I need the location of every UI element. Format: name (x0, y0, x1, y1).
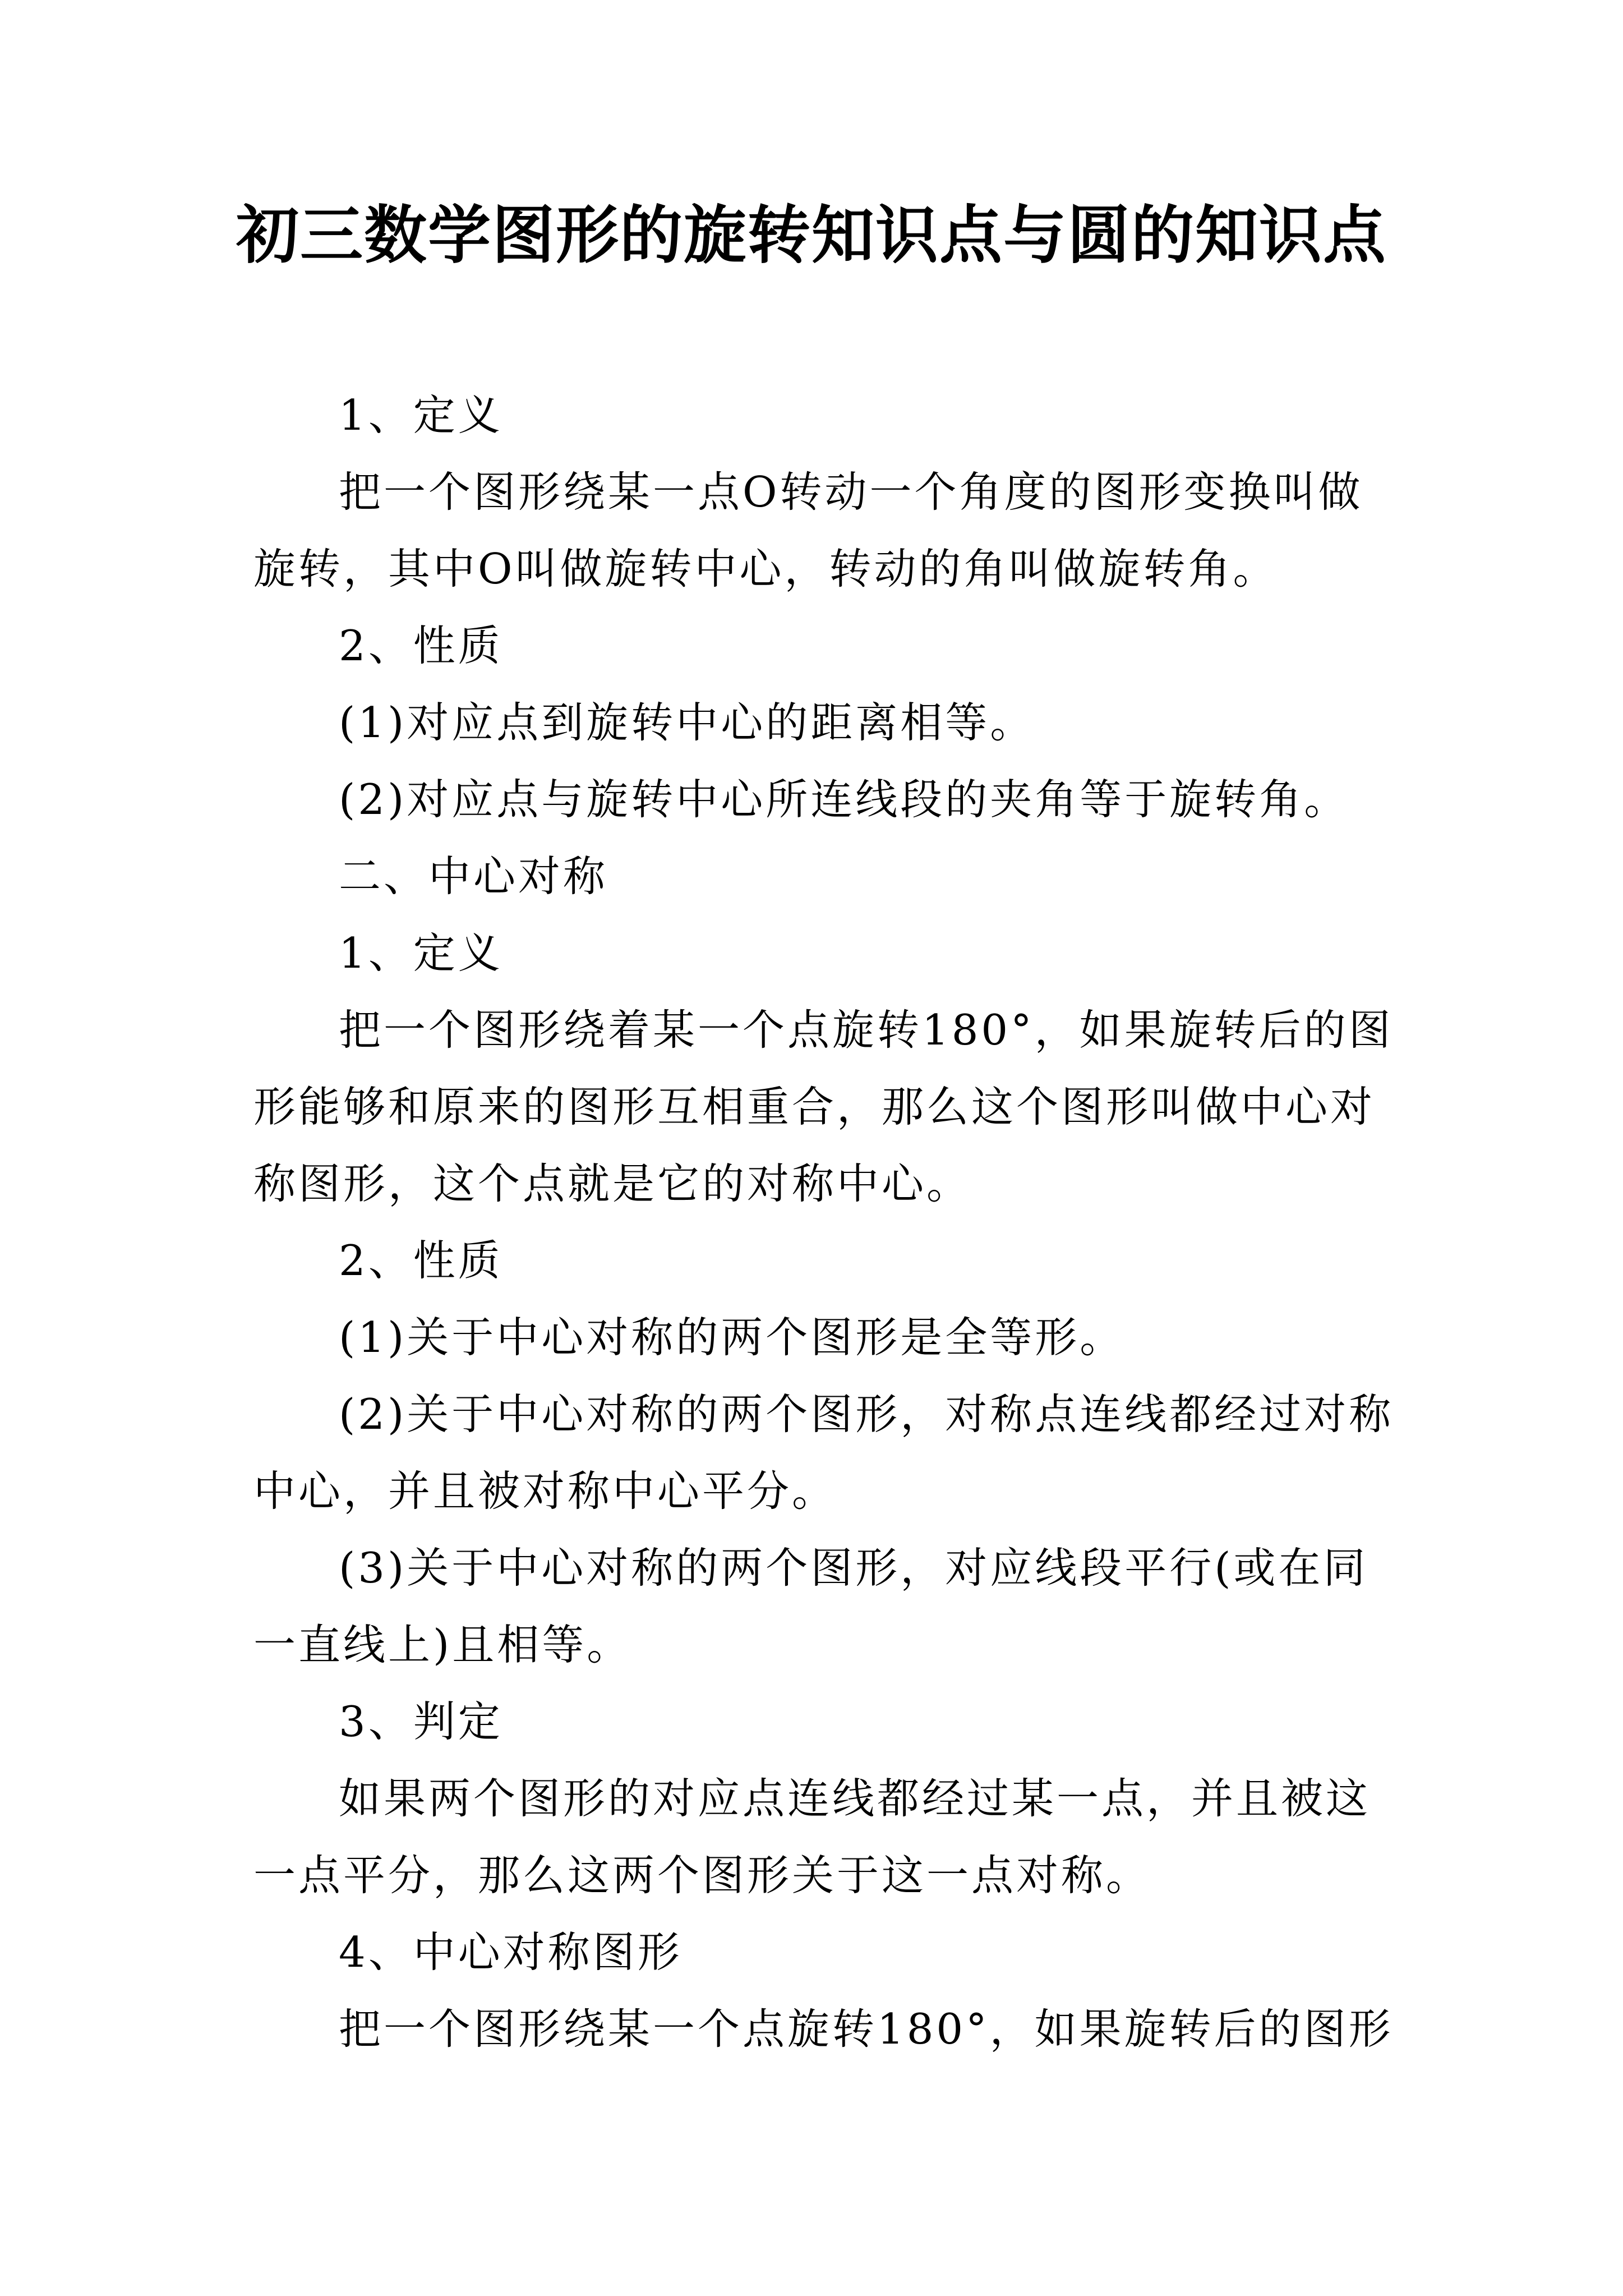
paragraph-rotation-definition: 把一个图形绕某一点O转动一个角度的图形变换叫做旋转，其中O叫做旋转中心，转动的角叫做旋转角。 (253, 467, 1363, 593)
paragraph-symmetric-figure-text: 把一个图形绕某一个点旋转180°，如果旋转后的图形 (339, 2004, 1394, 2054)
paragraph-symmetry-property-2: (2)关于中心对称的两个图形，对称点连线都经过对称中心，并且被对称中心平分。 (253, 1389, 1394, 1516)
paragraph-property-2: (2)对应点与旋转中心所连线段的夹角等于旋转角。 (339, 775, 1349, 824)
paragraph-symmetric-figure-heading: 4、中心对称图形 (339, 1927, 683, 1977)
paragraph-symmetry-property-1: (1)关于中心对称的两个图形是全等形。 (339, 1313, 1125, 1362)
section-heading-central-symmetry: 二、中心对称 (339, 852, 608, 901)
paragraph-symmetry-property-3: (3)关于中心对称的两个图形，对应线段平行(或在同一直线上)且相等。 (253, 1543, 1368, 1669)
paragraph-properties-heading-2: 2、性质 (339, 1236, 503, 1285)
paragraph-property-1: (1)对应点到旋转中心的距离相等。 (339, 698, 1035, 747)
document-title: 初三数学图形的旋转知识点与圆的知识点 (236, 199, 1387, 272)
document-body (253, 377, 1395, 2068)
paragraph-central-symmetry-definition: 把一个图形绕着某一个点旋转180°，如果旋转后的图形能够和原来的图形互相重合，那么这个图形叫做中心对称图形，这个点就是它的对称中心。 (253, 1005, 1394, 1208)
paragraph-determination-text: 如果两个图形的对应点连线都经过某一点，并且被这一点平分，那么这两个图形关于这一点对称。 (253, 1774, 1371, 1900)
paragraph-definition-heading: 1、定义 (339, 390, 503, 440)
paragraph-determination-heading: 3、判定 (339, 1697, 503, 1746)
paragraph-properties-heading: 2、性质 (339, 621, 503, 670)
paragraph-definition-heading-2: 1、定义 (339, 928, 503, 978)
